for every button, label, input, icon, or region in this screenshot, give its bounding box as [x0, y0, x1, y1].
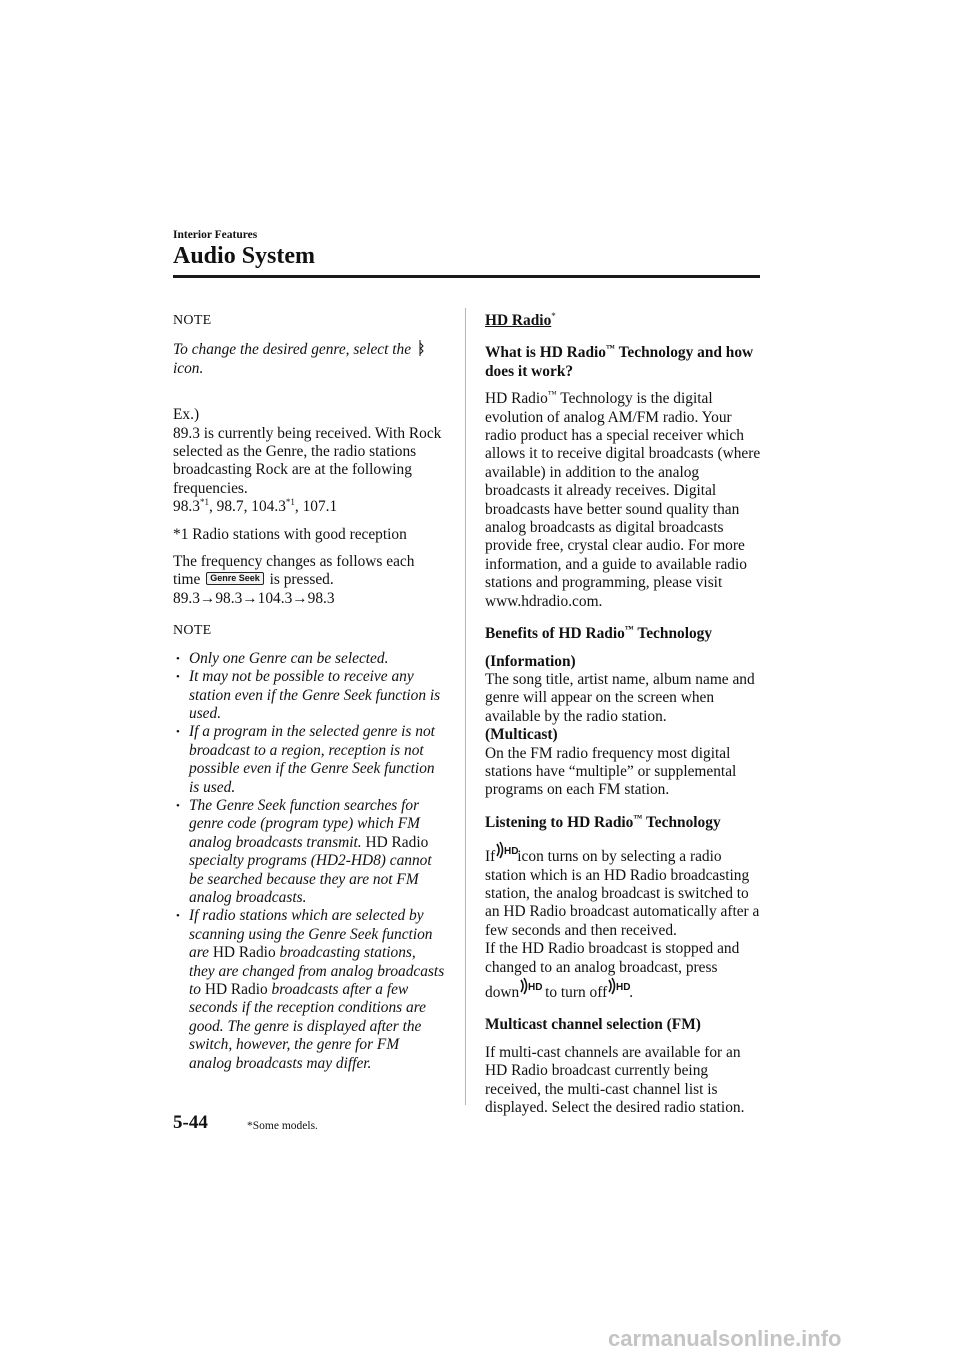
information-label: (Information) — [485, 652, 576, 670]
multicast-label: (Multicast) — [485, 726, 558, 744]
column-divider — [465, 308, 466, 1105]
page-number: 5-44 — [173, 1112, 208, 1133]
svg-text:HD: HD — [504, 846, 519, 858]
svg-text:HD: HD — [528, 982, 543, 993]
example-text: 89.3 is currently being received. With Rock selected as the Genre, the radio stations broadcasting Rock are at the following frequencies. — [173, 424, 442, 497]
note-heading-2: NOTE — [173, 623, 212, 639]
note-bullet-list — [173, 650, 445, 1073]
hd-radio-heading: HD Radio* — [485, 310, 556, 329]
genre-seek-button: Genre Seek — [206, 572, 264, 585]
listening-heading: Listening to HD Radio™ Technology — [485, 812, 721, 831]
svg-text:HD: HD — [616, 982, 631, 993]
section-label: Interior Features — [173, 229, 258, 241]
hd-radio-icon — [519, 977, 541, 995]
genre-select-icon — [415, 339, 425, 357]
multicast-selection-text: If multi-cast channels are available for an HD Radio broadcast currently being received, the multi-cast channel list is displayed. Select the desired radio station. — [485, 1043, 745, 1117]
page-title: Audio System — [173, 243, 316, 269]
multicast-text: On the FM radio frequency most digital stations have “multiple” or supplemental programs on each FM station. — [485, 744, 737, 799]
note-genre-change: To change the desired genre, select the icon. — [173, 339, 445, 378]
note-bullet: • If a program in the selected genre is not broadcast to a region, reception is not possible even if the Genre Seek function is used. — [173, 723, 445, 797]
listening-text-2: If the HD Radio broadcast is stopped and changed to an analog broadcast, press — [485, 940, 740, 976]
frequency-list: 98.3$^{*1}$, 98.7, 104.3$^{*1}$, 107.1 — [173, 497, 338, 516]
watermark: carmanualsonline.info — [608, 1326, 842, 1351]
what-is-hd-heading: What is HD Radio™ Technology and how does it work? — [485, 343, 754, 380]
multicast-selection-heading: Multicast channel selection (FM) — [485, 1016, 701, 1034]
note-bullet: • The Genre Seek function searches for genre code (program type) which FM analog broadcasts transmit. HD Radio specialty programs (HD2-HD8) cannot be searched because they are not FM analog broadcasts. — [173, 797, 445, 907]
right-column — [485, 312, 763, 1117]
example-label: Ex.) — [173, 406, 200, 424]
frequency-sequence: 89.3→98.3→104.3→98.3 — [173, 589, 335, 607]
note-bullet: • It may not be possible to receive any station even if the Genre Seek function is used. — [173, 668, 445, 723]
footnote: *1 Radio stations with good reception — [173, 525, 407, 543]
note-bullet: • If radio stations which are selected by scanning using the Genre Seek function are HD Radio broadcasting stations, they are changed from analog broadcasts to HD Radio broadcasts after a few seconds if the reception conditions are good. The genre is displayed after the switch, however, the genre for FM analog broadcasts may differ. — [173, 907, 445, 1073]
information-text: The song title, artist name, album name and genre will appear on the screen when available by the radio station. — [485, 670, 755, 725]
note-heading: NOTE — [173, 313, 212, 328]
hd-description: HD Radio™ Technology is the digital evolution of analog AM/FM radio. Your radio product has a special receiver which allows it to receive digital broadcasts (where available) in addition to the analog broadcasts it already receives. Digital broadcasts have better sound quality than analog broadcasts as digital broadcasts provide free, crystal clear audio. For more information, and a guide to available radio stations and programming, please visit www.hdradio.com. — [485, 389, 761, 610]
listening-text: If HD icon turns on by selecting a radio station which is an HD Radio broadcasting station, the analog broadcast is switched to an HD Radio broadcast automatically after a few seconds and then received. — [485, 841, 763, 940]
frequency-change-text: The frequency changes as follows each time Genre Seek is pressed. — [173, 553, 415, 589]
hd-radio-icon — [607, 977, 629, 995]
models-footnote: *Some models. — [247, 1120, 318, 1132]
listening-text-3: down HD to turn off HD . — [485, 977, 763, 1002]
title-rule — [173, 275, 760, 278]
hd-radio-icon — [495, 841, 517, 859]
benefits-heading: Benefits of HD Radio™ Technology — [485, 623, 713, 643]
note-bullet: • Only one Genre can be selected. — [173, 650, 445, 668]
left-column — [173, 312, 445, 1073]
